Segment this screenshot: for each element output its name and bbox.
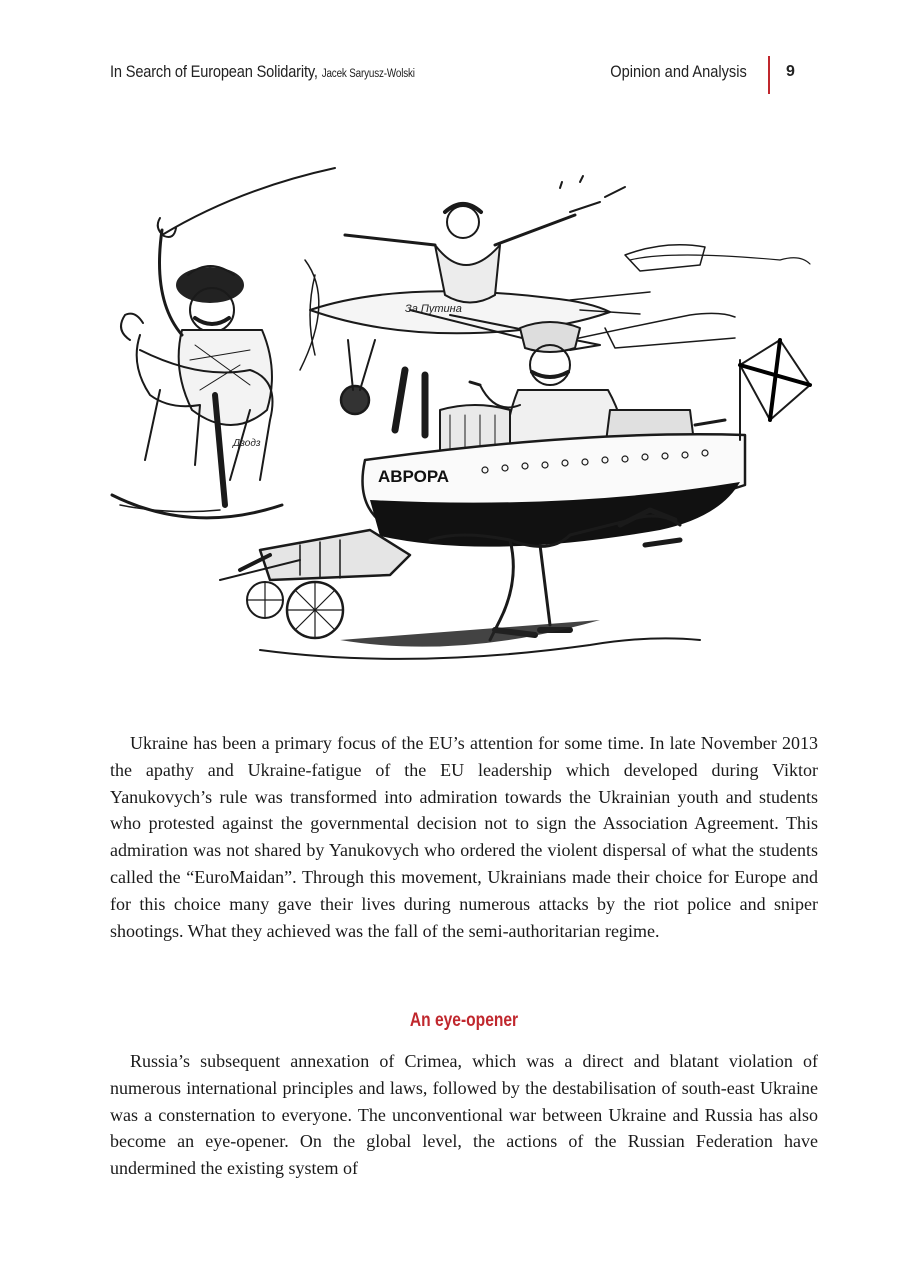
page-number: 9 (786, 63, 795, 80)
cartoon-illustration (100, 160, 820, 680)
ship-label: АВРОРА (378, 467, 450, 486)
header-divider (768, 56, 770, 94)
book-title: In Search of European Solidarity, (110, 62, 318, 81)
author-name: Jacek Saryusz-Wolski (321, 68, 415, 80)
svg-text:Дзодз: Дзодз (233, 438, 261, 449)
article-paragraph-2: Russia’s subsequent annexation of Crimea, which was a direct and blatant violation of numerous international principles and laws, followed by the destabilisation of south-east Ukraine was a consternation to everyone. The unconventional war between Ukraine and Russia has also become an eye-opener. On the global level, the actions of the Russian Federation have undermined the existing system of (110, 1051, 818, 1179)
plane-label: За Путина (405, 303, 462, 315)
section-heading-text: An eye-opener (409, 1010, 519, 1031)
running-head-left (110, 62, 415, 82)
section-heading (110, 1010, 818, 1032)
section-name: Opinion and Analysis (610, 62, 747, 81)
article-paragraph-1: Ukraine has been a primary focus of the EU’s attention for some time. In late November 2013 the apathy and Ukraine-fatigue of the EU leadership which developed during Viktor Yanukovych’s rule was transformed into admiration towards the Ukrainian youth and students who protested against the governmental decision not to sign the Association Agreement. This admiration was not shared by Yanukovych who ordered the violent dispersal of what the students called the “EuroMaidan”. Through this movement, Ukrainians made their choice for Europe and for this choice many gave their lives during numerous attacks by the riot police and sniper shootings. What they achieved was the fall of the semi-authoritarian regime. (110, 733, 818, 941)
